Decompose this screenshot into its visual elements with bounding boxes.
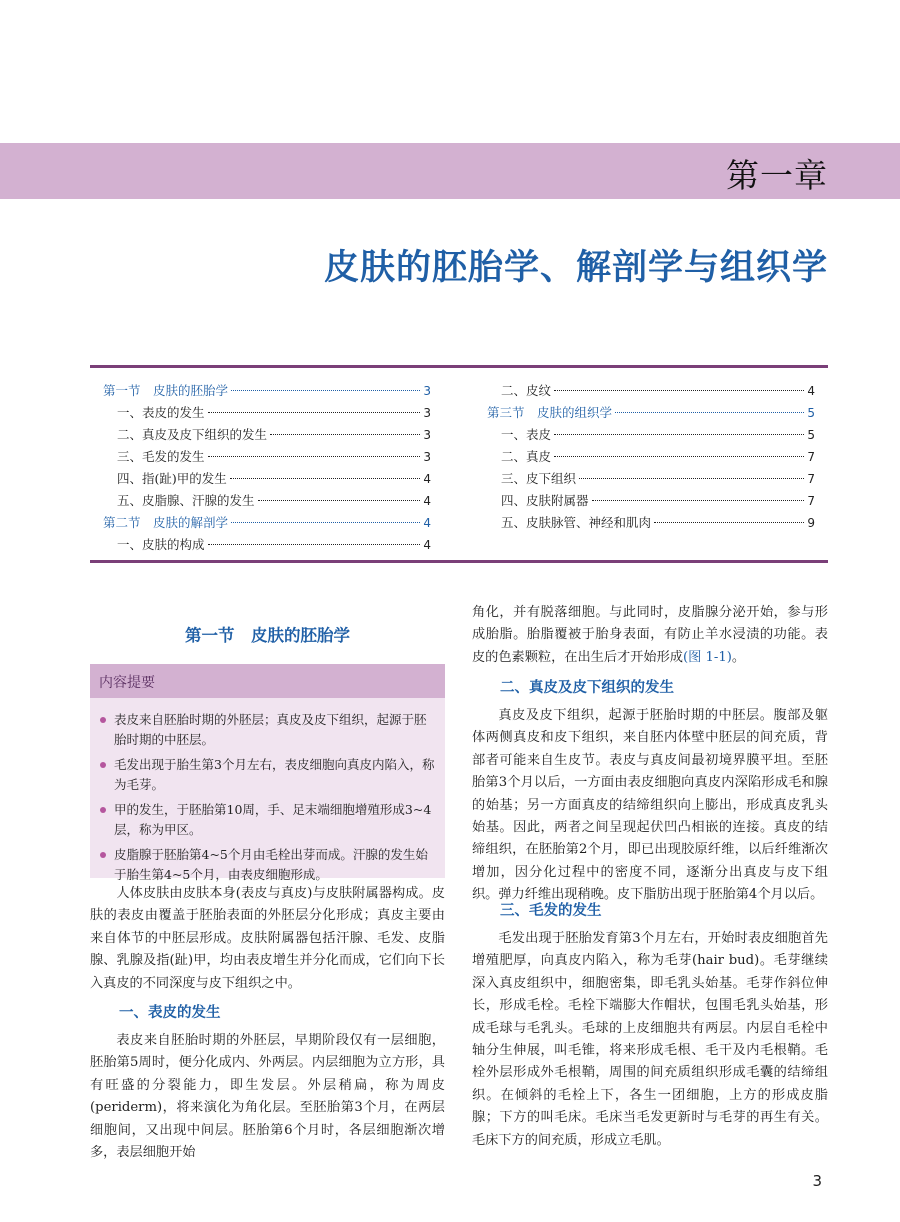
toc-entry-label: 第一节 皮肤的胚胎学: [103, 383, 229, 398]
section-title: 第一节 皮肤的胚胎学: [185, 626, 350, 645]
toc-entry-page: 3: [423, 450, 431, 464]
summary-item: 表皮来自胚胎时期的外胚层；真皮及皮下组织，起源于胚胎时期的中胚层。: [100, 710, 436, 750]
toc-entry-label: 一、表皮: [501, 427, 552, 442]
toc-entry-page: 3: [423, 384, 431, 398]
toc-leader-dots: [554, 390, 804, 391]
toc-entry-label: 二、真皮: [501, 449, 552, 464]
sentence-end: 。: [731, 649, 746, 665]
toc-entry[interactable]: [487, 424, 815, 446]
subsection-heading-epidermis: 一、表皮的发生: [119, 1005, 221, 1021]
toc-leader-dots: [208, 544, 421, 545]
toc-entry-page: 4: [423, 494, 431, 508]
toc-entry-page: 3: [423, 428, 431, 442]
toc-leader-dots: [554, 434, 804, 435]
chapter-band: [0, 143, 900, 199]
toc-entry-label: 三、毛发的发生: [117, 449, 205, 464]
toc-top-rule: [90, 365, 828, 368]
toc-leader-dots: [654, 522, 804, 523]
toc-entry[interactable]: [103, 446, 431, 468]
toc-leader-dots: [615, 412, 804, 413]
page-number: 3: [812, 1172, 822, 1190]
toc-entry-label: 一、表皮的发生: [117, 405, 205, 420]
toc-right-column: [487, 380, 815, 534]
summary-item: 皮脂腺于胚胎第4~5个月由毛栓出芽而成。汗腺的发生始于胎生第4~5个月，由表皮细胞形成。: [100, 845, 436, 885]
summary-header: [90, 664, 445, 698]
toc-entry-page: 7: [807, 450, 815, 464]
toc-leader-dots: [208, 456, 421, 457]
toc-entry-label: 一、皮肤的构成: [117, 537, 205, 552]
toc-entry-label: 第三节 皮肤的组织学: [487, 405, 613, 420]
chapter-title: 皮肤的胚胎学、解剖学与组织学: [323, 248, 828, 288]
toc-entry-page: 3: [423, 406, 431, 420]
toc-entry-label: 四、皮肤附属器: [501, 493, 589, 508]
toc-leader-dots: [554, 456, 804, 457]
toc-entry-label: 第二节 皮肤的解剖学: [103, 515, 229, 530]
toc-leader-dots: [231, 522, 420, 523]
toc-entry-page: 4: [423, 538, 431, 552]
toc-entry-page: 5: [807, 406, 815, 420]
toc-leader-dots: [231, 390, 420, 391]
toc-entry[interactable]: [103, 512, 431, 534]
subsection-heading-dermis: 二、真皮及皮下组织的发生: [500, 680, 674, 696]
figure-reference-link[interactable]: (图 1-1): [683, 649, 732, 665]
toc-entry-label: 四、指(趾)甲的发生: [117, 471, 227, 486]
toc-entry[interactable]: [487, 468, 815, 490]
summary-item: 毛发出现于胎生第3个月左右，表皮细胞向真皮内陷入，称为毛芽。: [100, 755, 436, 795]
toc-entry-page: 5: [807, 428, 815, 442]
toc-entry[interactable]: [103, 424, 431, 446]
toc-leader-dots: [579, 478, 804, 479]
toc-entry[interactable]: [103, 490, 431, 512]
toc-entry[interactable]: [487, 402, 815, 424]
dermis-paragraph: 真皮及皮下组织，起源于胚胎时期的中胚层。腹部及躯体两侧真皮和皮下组织，来自胚内体壁中胚层的间充质，背部者可能来自生皮节。表皮与真皮间最初境界膜平坦。至胚胎第3个月以后，一方面由表皮细胞向真皮内深陷形成毛和腺的始基；另一方面真皮的结缔组织向上膨出，形成真皮乳头始基。因此，两者之间呈现起伏凹凸相嵌的连接。真皮的结缔组织，在胚胎第2个月，即已出现胶原纤维，以后纤维渐次增加，因分化过程中的密度不同，逐渐分出真皮与皮下组织。弹力纤维出现稍晚。皮下脂肪出现于胚胎第4个月以后。: [472, 708, 828, 903]
toc-entry-page: 9: [807, 516, 815, 530]
toc-entry-page: 7: [807, 494, 815, 508]
toc-entry[interactable]: [103, 468, 431, 490]
toc-entry-page: 4: [423, 472, 431, 486]
toc-entry-label: 三、皮下组织: [501, 471, 577, 486]
hair-paragraph: 毛发出现于胚胎发育第3个月左右，开始时表皮细胞首先增殖肥厚，向真皮内陷入，称为毛芽(hair bud)。毛芽继续深入真皮组织中，细胞密集，即毛乳头始基。毛芽作斜位伸长，形成毛栓。毛栓下端膨大作帽状，包围毛乳头始基，形成毛球与毛乳头。毛球的上皮细胞共有两层。内层自毛栓中轴分生伸展，叫毛锥，将来形成毛根、毛干及内毛根鞘。毛栓外层形成外毛根鞘，周围的间充质组织形成毛囊的结缔组织。在倾斜的毛栓上下，各生一团细胞，上方的形成皮脂腺；下方的叫毛床。毛床当毛发更新时与毛芽的再生有关。毛床下方的间充质，形成立毛肌。: [472, 931, 828, 1148]
toc-entry[interactable]: [103, 534, 431, 556]
toc-leader-dots: [230, 478, 421, 479]
summary-heading: 内容提要: [99, 675, 155, 691]
epidermis-paragraph-continued: [472, 602, 828, 669]
toc-entry[interactable]: [487, 512, 815, 534]
toc-entry-label: 五、皮脂腺、汗腺的发生: [117, 493, 255, 508]
epidermis-paragraph: 表皮来自胚胎时期的外胚层，早期阶段仅有一层细胞，胚胎第5周时，便分化成内、外两层。内层细胞为立方形，具有旺盛的分裂能力，即生发层。外层稍扁，称为周皮(periderm)，将来演化为角化层。至胚胎第3个月，在两层细胞间，又出现中间层。胚胎第6个月时，各层细胞渐次增多，表层细胞开始: [90, 1033, 445, 1161]
toc-bottom-rule: [90, 560, 828, 563]
intro-paragraph: 人体皮肤由皮肤本身(表皮与真皮)与皮肤附属器构成。皮肤的表皮由覆盖于胚胎表面的外胚层分化形成；真皮主要由来自体节的中胚层形成。皮肤附属器包括汗腺、毛发、皮脂腺、乳腺及指(趾)甲，均由表皮增生并分化而成，它们向下长入真皮的不同深度与皮下组织之中。: [90, 886, 445, 991]
toc-entry-label: 二、皮纹: [501, 383, 552, 398]
toc-leader-dots: [270, 434, 420, 435]
toc-entry[interactable]: [487, 490, 815, 512]
toc-entry-label: 五、皮肤脉管、神经和肌肉: [501, 515, 652, 530]
toc-leader-dots: [592, 500, 805, 501]
toc-leader-dots: [208, 412, 421, 413]
toc-entry[interactable]: [103, 402, 431, 424]
summary-box: [90, 664, 445, 882]
epidermis-continued-text: 角化，并有脱落细胞。与此同时，皮脂腺分泌开始，参与形成胎脂。胎脂覆被于胎身表面，有防止羊水浸渍的功能。表皮的色素颗粒，在出生后才开始形成: [472, 605, 828, 665]
toc-entry[interactable]: [103, 380, 431, 402]
summary-item: 甲的发生，于胚胎第10周，手、足末端细胞增殖形成3~4层，称为甲区。: [100, 800, 436, 840]
toc-leader-dots: [258, 500, 421, 501]
toc-entry-label: 二、真皮及皮下组织的发生: [117, 427, 268, 442]
toc-left-column: [103, 380, 431, 556]
chapter-label: 第一章: [726, 156, 828, 195]
subsection-heading-hair: 三、毛发的发生: [500, 903, 602, 919]
toc-entry[interactable]: [487, 446, 815, 468]
toc-entry-page: 4: [807, 384, 815, 398]
toc-entry-page: 7: [807, 472, 815, 486]
toc-entry-page: 4: [423, 516, 431, 530]
toc-entry[interactable]: [487, 380, 815, 402]
summary-list: [100, 710, 436, 890]
